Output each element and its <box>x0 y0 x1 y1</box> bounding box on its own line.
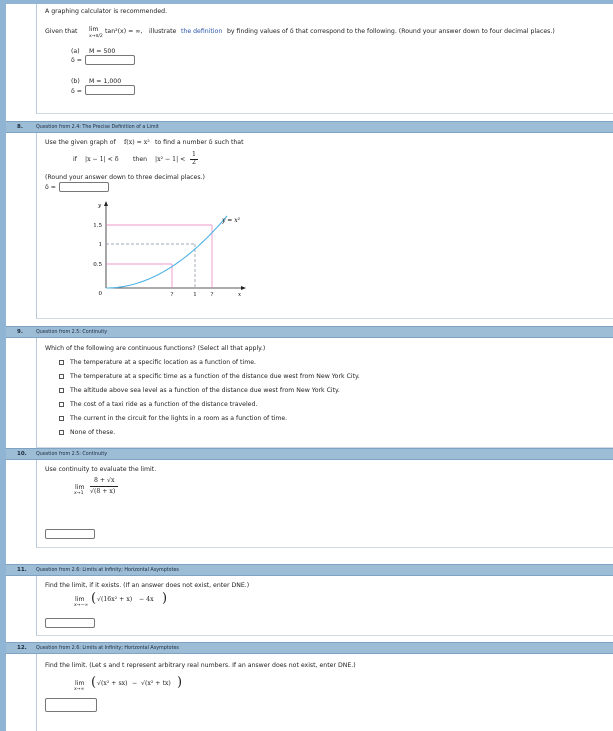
q12-lim: lim <box>75 680 85 687</box>
question-9-panel <box>36 338 613 448</box>
lim-word: lim <box>89 26 99 33</box>
question-11-header <box>6 564 613 576</box>
part-a-m: M = 500 <box>89 48 116 55</box>
q9-prompt: Which of the following are continuous functions? (Select all that apply.) <box>45 345 266 352</box>
q11-prompt: Find the limit, if it exists. (If an answer does not exist, enter DNE.) <box>45 582 250 589</box>
left-frame <box>0 0 6 731</box>
q12-prompt: Find the limit. (Let s and t represent arbitrary real numbers. If an answer does not exist, enter DNE.) <box>45 662 356 669</box>
option-label: None of these. <box>70 429 116 436</box>
part-a-answer-input[interactable] <box>85 55 135 65</box>
question-10-header <box>6 448 613 460</box>
part-b-m: M = 1,000 <box>89 78 122 85</box>
q8-prompt-b: to find a number δ such that <box>155 139 244 146</box>
x-axis-label: x <box>238 292 242 298</box>
y-axis-label: y <box>98 203 102 209</box>
q10-lim: lim <box>75 484 85 491</box>
illustrate-text: illustrate <box>149 28 177 35</box>
y-axis-arrow <box>104 201 108 206</box>
q12-open-paren: ( <box>91 675 97 690</box>
q10-fraction-bar <box>90 486 118 487</box>
question-10-panel <box>36 460 613 548</box>
question-source: Question from 2.4: The Precise Definition of a Limit <box>36 124 159 130</box>
q8-cond2: |x² − 1| < <box>155 155 186 163</box>
q10-prompt: Use continuity to evaluate the limit. <box>45 466 157 473</box>
q8-frac-denominator: 2 <box>192 159 196 166</box>
y-tick-0.5: 0.5 <box>93 262 102 268</box>
q8-delta: δ = <box>45 184 56 191</box>
q8-if: if <box>73 156 77 163</box>
question-source: Question from 2.5: Continuity <box>36 329 108 335</box>
tan-expression: tan²(x) = ∞, <box>105 28 143 35</box>
q11-lim: lim <box>75 596 85 603</box>
q11-answer-input[interactable] <box>45 618 95 628</box>
q10-answer-input[interactable] <box>45 529 95 539</box>
q11-radical: √(16x² + x) <box>97 596 133 603</box>
question-number: 11. <box>17 567 27 573</box>
question-source: Question from 2.6: Limits at Infinity; Horizontal Asymptotes <box>36 645 179 651</box>
q8-function: f(x) = x² <box>124 138 150 146</box>
question-9-header <box>6 326 613 338</box>
option-label: The current in the circuit for the lights in a room as a function of time. <box>70 415 288 422</box>
x-tick-left: ? <box>170 292 174 298</box>
q10-denominator: √(8 + x) <box>90 488 116 495</box>
q12-minus: − <box>132 680 138 687</box>
q12-radical-b: √(x² + tx) <box>141 680 171 687</box>
option-checkbox[interactable] <box>59 374 64 379</box>
q8-then: then <box>133 156 148 163</box>
q10-lim-sub: x→1 <box>74 491 84 496</box>
option-checkbox[interactable] <box>59 430 64 435</box>
y-tick-1.5: 1.5 <box>93 223 102 229</box>
question-11-panel <box>36 576 613 636</box>
q8-answer-input[interactable] <box>59 182 109 192</box>
curve-label: y = x² <box>222 217 241 224</box>
question-source: Question from 2.6: Limits at Infinity; Horizontal Asymptotes <box>36 567 179 573</box>
option-checkbox[interactable] <box>59 360 64 365</box>
option-checkbox[interactable] <box>59 416 64 421</box>
x-axis-arrow <box>241 286 246 290</box>
instruction-text: by finding values of δ that correspond to the following. (Round your answer down to four decimal places.) <box>227 28 555 35</box>
q8-cond1: |x − 1| < δ <box>85 155 119 163</box>
q12-answer-input[interactable] <box>45 698 97 712</box>
x-tick-right: ? <box>210 292 214 298</box>
option-label: The altitude above sea level as a function of the distance due west from New York City. <box>70 387 340 394</box>
part-b-answer-input[interactable] <box>85 85 135 95</box>
part-a-label: (a) <box>71 48 80 55</box>
option-label: The temperature at a specific location as a function of time. <box>70 359 256 366</box>
lim-subscript: x→π/2 <box>89 34 103 39</box>
question-number: 8. <box>17 124 23 130</box>
question-source: Question from 2.5: Continuity <box>36 451 108 457</box>
option-checkbox[interactable] <box>59 402 64 407</box>
q8-round: (Round your answer down to three decimal places.) <box>45 174 205 181</box>
question-7-panel <box>36 4 613 114</box>
option-label: The cost of a taxi ride as a function of the distance traveled. <box>70 401 258 408</box>
question-number: 12. <box>17 645 27 651</box>
part-a-delta: δ = <box>71 57 82 64</box>
q12-radical-a: √(x² + sx) <box>97 680 128 687</box>
question-number: 9. <box>17 329 23 335</box>
q12-lim-sub: x→∞ <box>74 687 85 692</box>
question-12-header <box>6 642 613 654</box>
definition-link[interactable]: the definition <box>181 28 223 35</box>
q11-lim-sub: x→−∞ <box>74 603 89 608</box>
q8-prompt-a: Use the given graph of <box>45 139 116 146</box>
parabola-curve <box>106 216 227 288</box>
q11-close-paren: ) <box>162 591 168 606</box>
q10-numerator: 8 + √x <box>94 477 115 484</box>
question-12-panel <box>36 654 613 731</box>
parabola-graph <box>92 198 252 300</box>
q11-open-paren: ( <box>91 591 97 606</box>
y-tick-1: 1 <box>98 242 102 248</box>
part-b-delta: δ = <box>71 88 82 95</box>
option-checkbox[interactable] <box>59 388 64 393</box>
q8-frac-numerator: 1 <box>192 151 196 158</box>
option-label: The temperature at a specific time as a function of the distance due west from New York City. <box>70 373 360 380</box>
recommend-text: A graphing calculator is recommended. <box>45 8 168 15</box>
question-number: 10. <box>17 451 27 457</box>
q11-minus-term: − 4x <box>139 596 154 603</box>
part-b-label: (b) <box>71 78 80 85</box>
x-tick-one: 1 <box>193 292 197 298</box>
question-8-header <box>6 121 613 133</box>
y-tick-0: 0 <box>98 291 102 297</box>
q12-close-paren: ) <box>177 675 183 690</box>
given-text: Given that <box>45 28 78 35</box>
